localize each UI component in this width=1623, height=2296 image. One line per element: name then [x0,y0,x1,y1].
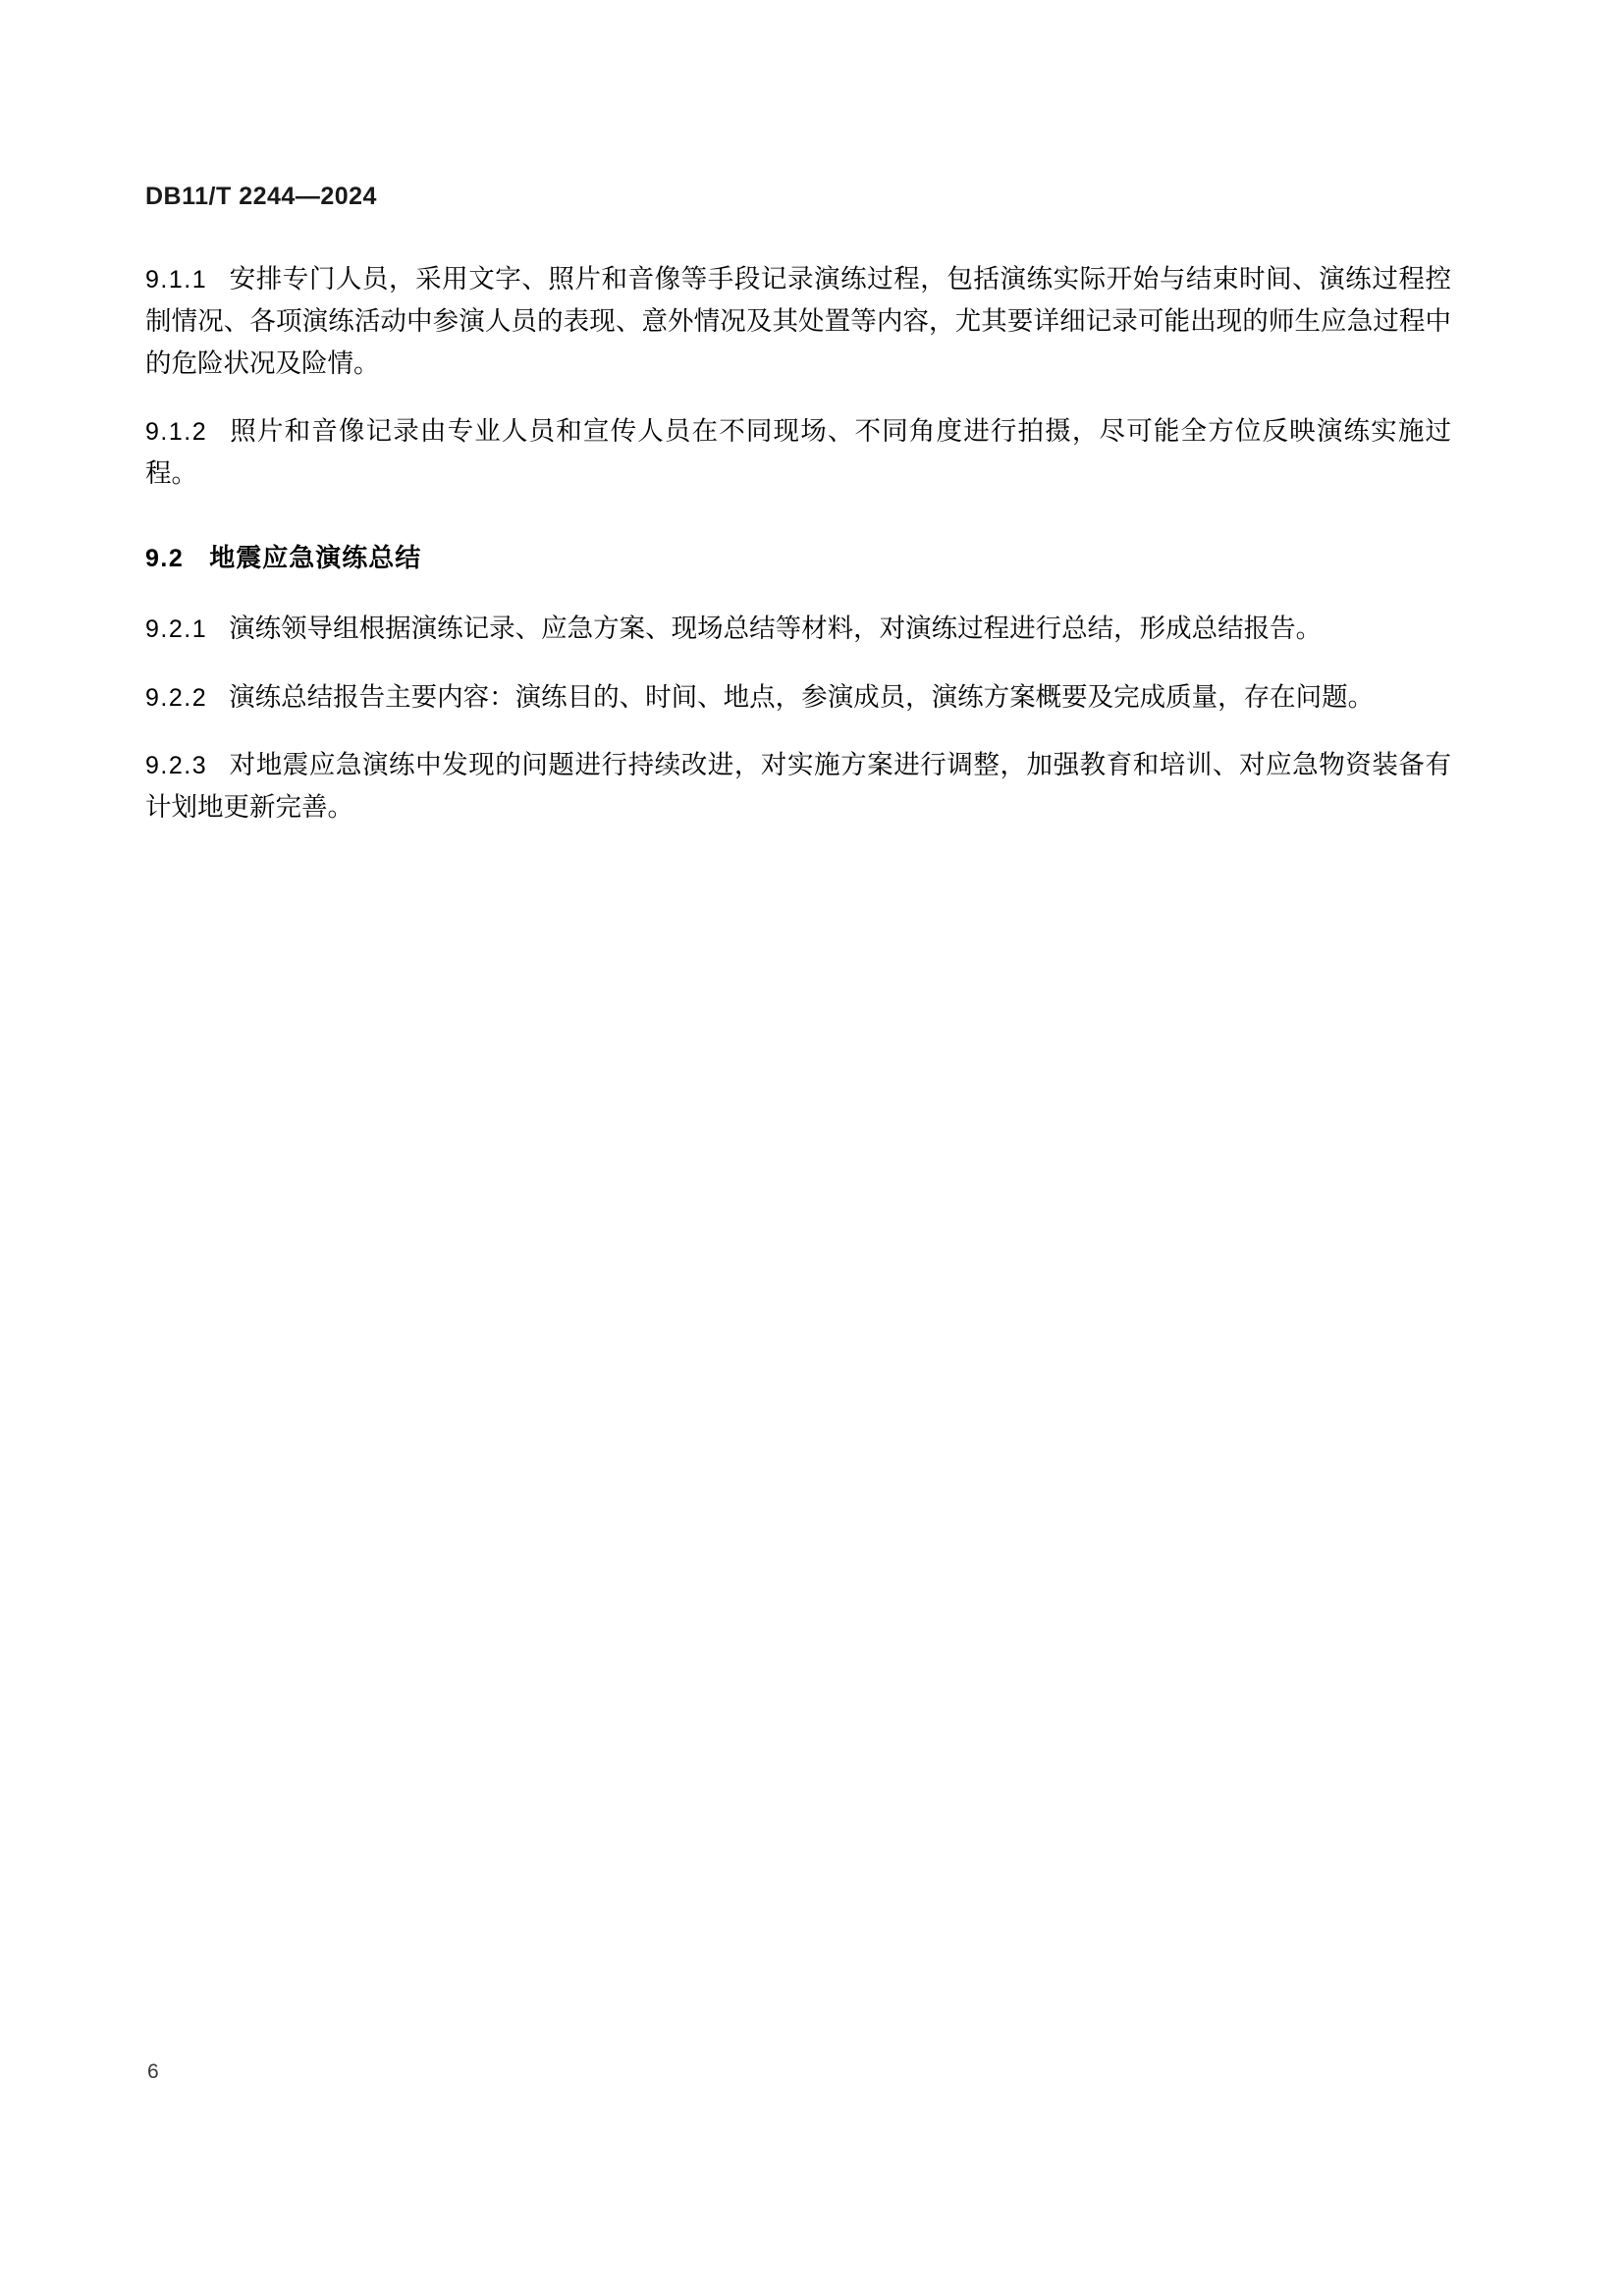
clause-number: 9.2.3 [145,751,208,779]
clause-9-1-1 [145,258,1451,385]
document-header: DB11/T 2244—2024 [145,183,377,210]
clause-number: 9.2.2 [145,683,208,712]
section-title: 地震应急演练总结 [209,543,422,573]
clause-9-2-3 [145,744,1451,828]
clause-text: 照片和音像记录由专业人员和宣传人员在不同现场、不同角度进行拍摄，尽可能全方位反映演练实施过程。 [145,416,1451,489]
clause-number: 9.1.1 [145,266,208,294]
clause-9-2-1 [145,608,1451,650]
clause-text: 安排专门人员，采用文字、照片和音像等手段记录演练过程，包括演练实际开始与结束时间、演练过程控制情况、各项演练活动中参演人员的表现、意外情况及其处置等内容，尤其要详细记录可能出现的师生应急过程中的危险状况及险情。 [145,264,1451,378]
section-number: 9.2 [145,545,185,573]
clause-9-1-2 [145,410,1451,495]
clause-number: 9.1.2 [145,418,208,447]
clause-9-2-2 [145,676,1451,719]
clause-number: 9.2.1 [145,615,208,644]
clause-text: 演练总结报告主要内容：演练目的、时间、地点，参演成员，演练方案概要及完成质量，存在问题。 [229,681,1375,712]
clause-text: 演练领导组根据演练记录、应急方案、现场总结等材料，对演练过程进行总结，形成总结报告。 [229,614,1323,644]
clause-text: 对地震应急演练中发现的问题进行持续改进，对实施方案进行调整，加强教育和培训、对应急物资装备有计划地更新完善。 [145,749,1451,822]
page-content [145,183,1451,854]
page-number: 6 [147,2060,159,2083]
section-heading-9-2 [145,538,1451,574]
